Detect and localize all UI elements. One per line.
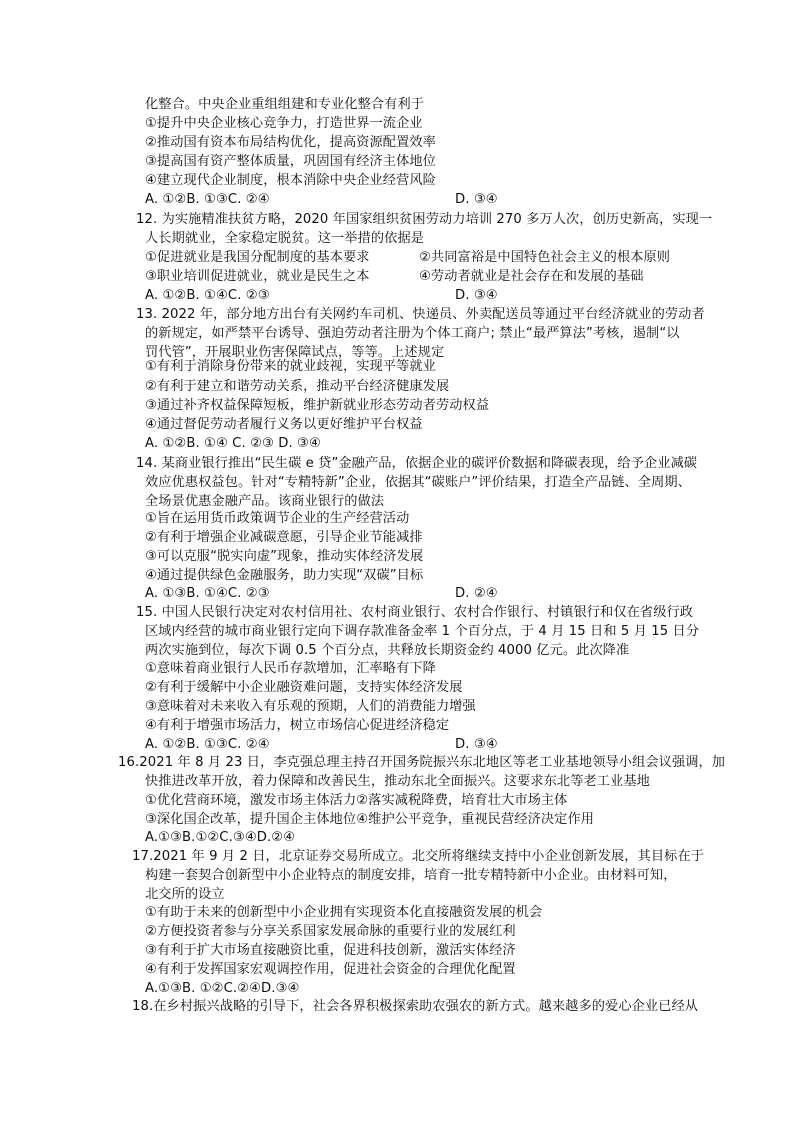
q11-stem: 化整合。中央企业重组组建和专业化整合有利于 (145, 97, 425, 112)
q15-stem-line-2: 区域内经营的城市商业银行定向下调存款准备金率 1 个百分点，于 4 月 15 日和 5 月 15 日分 (145, 624, 700, 639)
q17-option-3: ③有利于扩大市场直接融资比重，促进科技创新，激活实体经济 (145, 943, 516, 958)
q15-option-2: ②有利于缓解中小企业融资难问题，支持实体经济发展 (145, 680, 463, 695)
q13-stem-line-3: 罚代管”，开展职业伤害保障试点，等等。上述规定 (145, 345, 445, 360)
q11-option-2: ②推动国有资本布局结构优化，提高资源配置效率 (145, 135, 436, 150)
q13-option-3: ③通过补齐权益保障短板，维护新就业形态劳动者劳动权益 (145, 398, 490, 413)
q17-option-2: ②方便投资者参与分享关系国家发展命脉的重要行业的发展红利 (145, 924, 516, 939)
q11-answers (145, 190, 498, 209)
q12-stem-line-1: 12. 为实施精准扶贫方略，2020 年国家组织贫困劳动力培训 270 多万人次，创历史新高，实现一 (136, 212, 713, 227)
q13-stem-line-1: 13. 2022 年，部分地方出台有关网约车司机、快递员、外卖配送员等通过平台经济就业的劳动者 (136, 307, 705, 322)
q16-stem-line-1: 16.2021 年 8 月 23 日，李克强总理主持召开国务院振兴东北地区等老工业基地领导小组会议强调，加 (118, 755, 726, 770)
q13-option-4: ④通过督促劳动者履行义务以更好维护平台权益 (145, 417, 423, 432)
q15-answers-abc: A. ①②B. ①③C. ②④ (145, 737, 270, 752)
q14-answers (145, 584, 498, 603)
q17-stem-line-2: 构建一套契合创新型中小企业特点的制度安排，培育一批专精特新中小企业。由材料可知， (145, 868, 677, 883)
q15-stem-line-3: 两次实施到位，每次下调 0.5 个百分点，共释放长期资金约 4000 亿元。此次降准 (145, 643, 630, 658)
q14-option-3: ③可以克服“脱实向虚”现象，推动实体经济发展 (145, 549, 424, 564)
q16-stem-line-2: 快推进改革开放，着力保障和改善民生，推动东北全面振兴。这要求东北等老工业基地 (145, 774, 650, 789)
q12-option-4: ④劳动者就业是社会存在和发展的基础 (419, 269, 644, 284)
q17-stem-line-3: 北交所的设立 (145, 887, 225, 902)
q15-answers (145, 735, 498, 754)
q13-stem-line-2: 的新规定，如严禁平台诱导、强迫劳动者注册为个体工商户; 禁止“最严算法”考核，遏制“以 (145, 326, 680, 341)
q13-answers: A. ①②B. ①④ C. ②③ D. ③④ (145, 436, 321, 451)
q11-option-3: ③提高国有资产整体质量，巩固国有经济主体地位 (145, 154, 436, 169)
q17-stem-line-1: 17.2021 年 9 月 2 日，北京证券交易所成立。北交所将继续支持中小企业创新发展，其目标在于 (132, 849, 705, 864)
q16-answers: A.①③B.①②C.③④D.②④ (145, 830, 296, 845)
q12-option-2: ②共同富裕是中国特色社会主义的根本原则 (419, 250, 671, 265)
q15-option-4: ④有利于增强市场活力，树立市场信心促进经济稳定 (145, 718, 450, 733)
q11-answers-abc: A. ①②B. ①③C. ②④ (145, 192, 270, 207)
q12-options-row-1 (145, 248, 671, 267)
q16-options-row-2: ③深化国企改革，提升国企主体地位④维护公平竞争，重视民营经济决定作用 (145, 812, 595, 827)
q14-stem-line-2: 效应优惠权益包。针对“专精特新”企业，依据其“碳账户”评价结果，打造全产品链、全周期、 (145, 475, 691, 490)
q12-option-1: ①促进就业是我国分配制度的基本要求 (145, 250, 370, 265)
q15-option-1: ①意味着商业银行人民币存款增加，汇率略有下降 (145, 661, 436, 676)
q12-answer-d: D. ③④ (455, 288, 498, 303)
q14-option-2: ②有利于增强企业减碳意愿，引导企业节能减排 (145, 530, 423, 545)
q12-option-3: ③职业培训促进就业，就业是民生之本 (145, 269, 370, 284)
q12-answers-abc: A. ①②B. ①④C. ②③ (145, 288, 270, 303)
q12-answers (145, 286, 498, 305)
q13-option-2: ②有利于建立和谐劳动关系，推动平台经济健康发展 (145, 379, 450, 394)
q14-stem-line-3: 全场景优惠金融产品。该商业银行的做法 (145, 494, 385, 509)
q17-option-1: ①有助于未来的创新型中小企业拥有实现资本化直接融资发展的机会 (145, 905, 543, 920)
q18-stem-line-1: 18.在乡村振兴战略的引导下，社会各界积极探索助农强农的新方式。越来越多的爱心企业已经从 (132, 999, 699, 1014)
q17-option-4: ④有利于发挥国家宏观调控作用，促进社会资金的合理优化配置 (145, 962, 516, 977)
q17-answers: A.①③B. ①②C.②④D.③④ (145, 981, 300, 996)
q12-options-row-2 (145, 267, 644, 286)
q11-option-4: ④建立现代企业制度，根本消除中央企业经营风险 (145, 173, 436, 188)
q14-answers-abc: A. ①③B. ①④C. ②③ (145, 586, 270, 601)
q14-answer-d: D. ②④ (455, 586, 498, 601)
q15-answer-d: D. ③④ (455, 737, 498, 752)
q14-option-4: ④通过提供绿色金融服务，助力实现“双碳”目标 (145, 568, 424, 583)
q12-stem-line-2: 人长期就业，全家稳定脱贫。这一举措的依据是 (145, 231, 425, 246)
q13-option-1: ①有利于消除身份带来的就业歧视，实现平等就业 (145, 359, 436, 374)
q11-option-1: ①提升中央企业核心竞争力，打造世界一流企业 (145, 116, 423, 131)
q15-stem-line-1: 15. 中国人民银行决定对农村信用社、农村商业银行、农村合作银行、村镇银行和仅在省级行政 (136, 605, 694, 620)
q11-answer-d: D. ③④ (455, 192, 498, 207)
q14-option-1: ①旨在运用货币政策调节企业的生产经营活动 (145, 511, 410, 526)
q15-option-3: ③意味着对未来收入有乐观的预期，人们的消费能力增强 (145, 699, 476, 714)
q16-options-row-1: ①优化营商环境，激发市场主体活力②落实减税降费，培育壮大市场主体 (145, 793, 568, 808)
q14-stem-line-1: 14. 某商业银行推出“民生碳 e 贷”金融产品，依据企业的碳评价数据和降碳表现，给予企业减碳 (136, 456, 698, 471)
